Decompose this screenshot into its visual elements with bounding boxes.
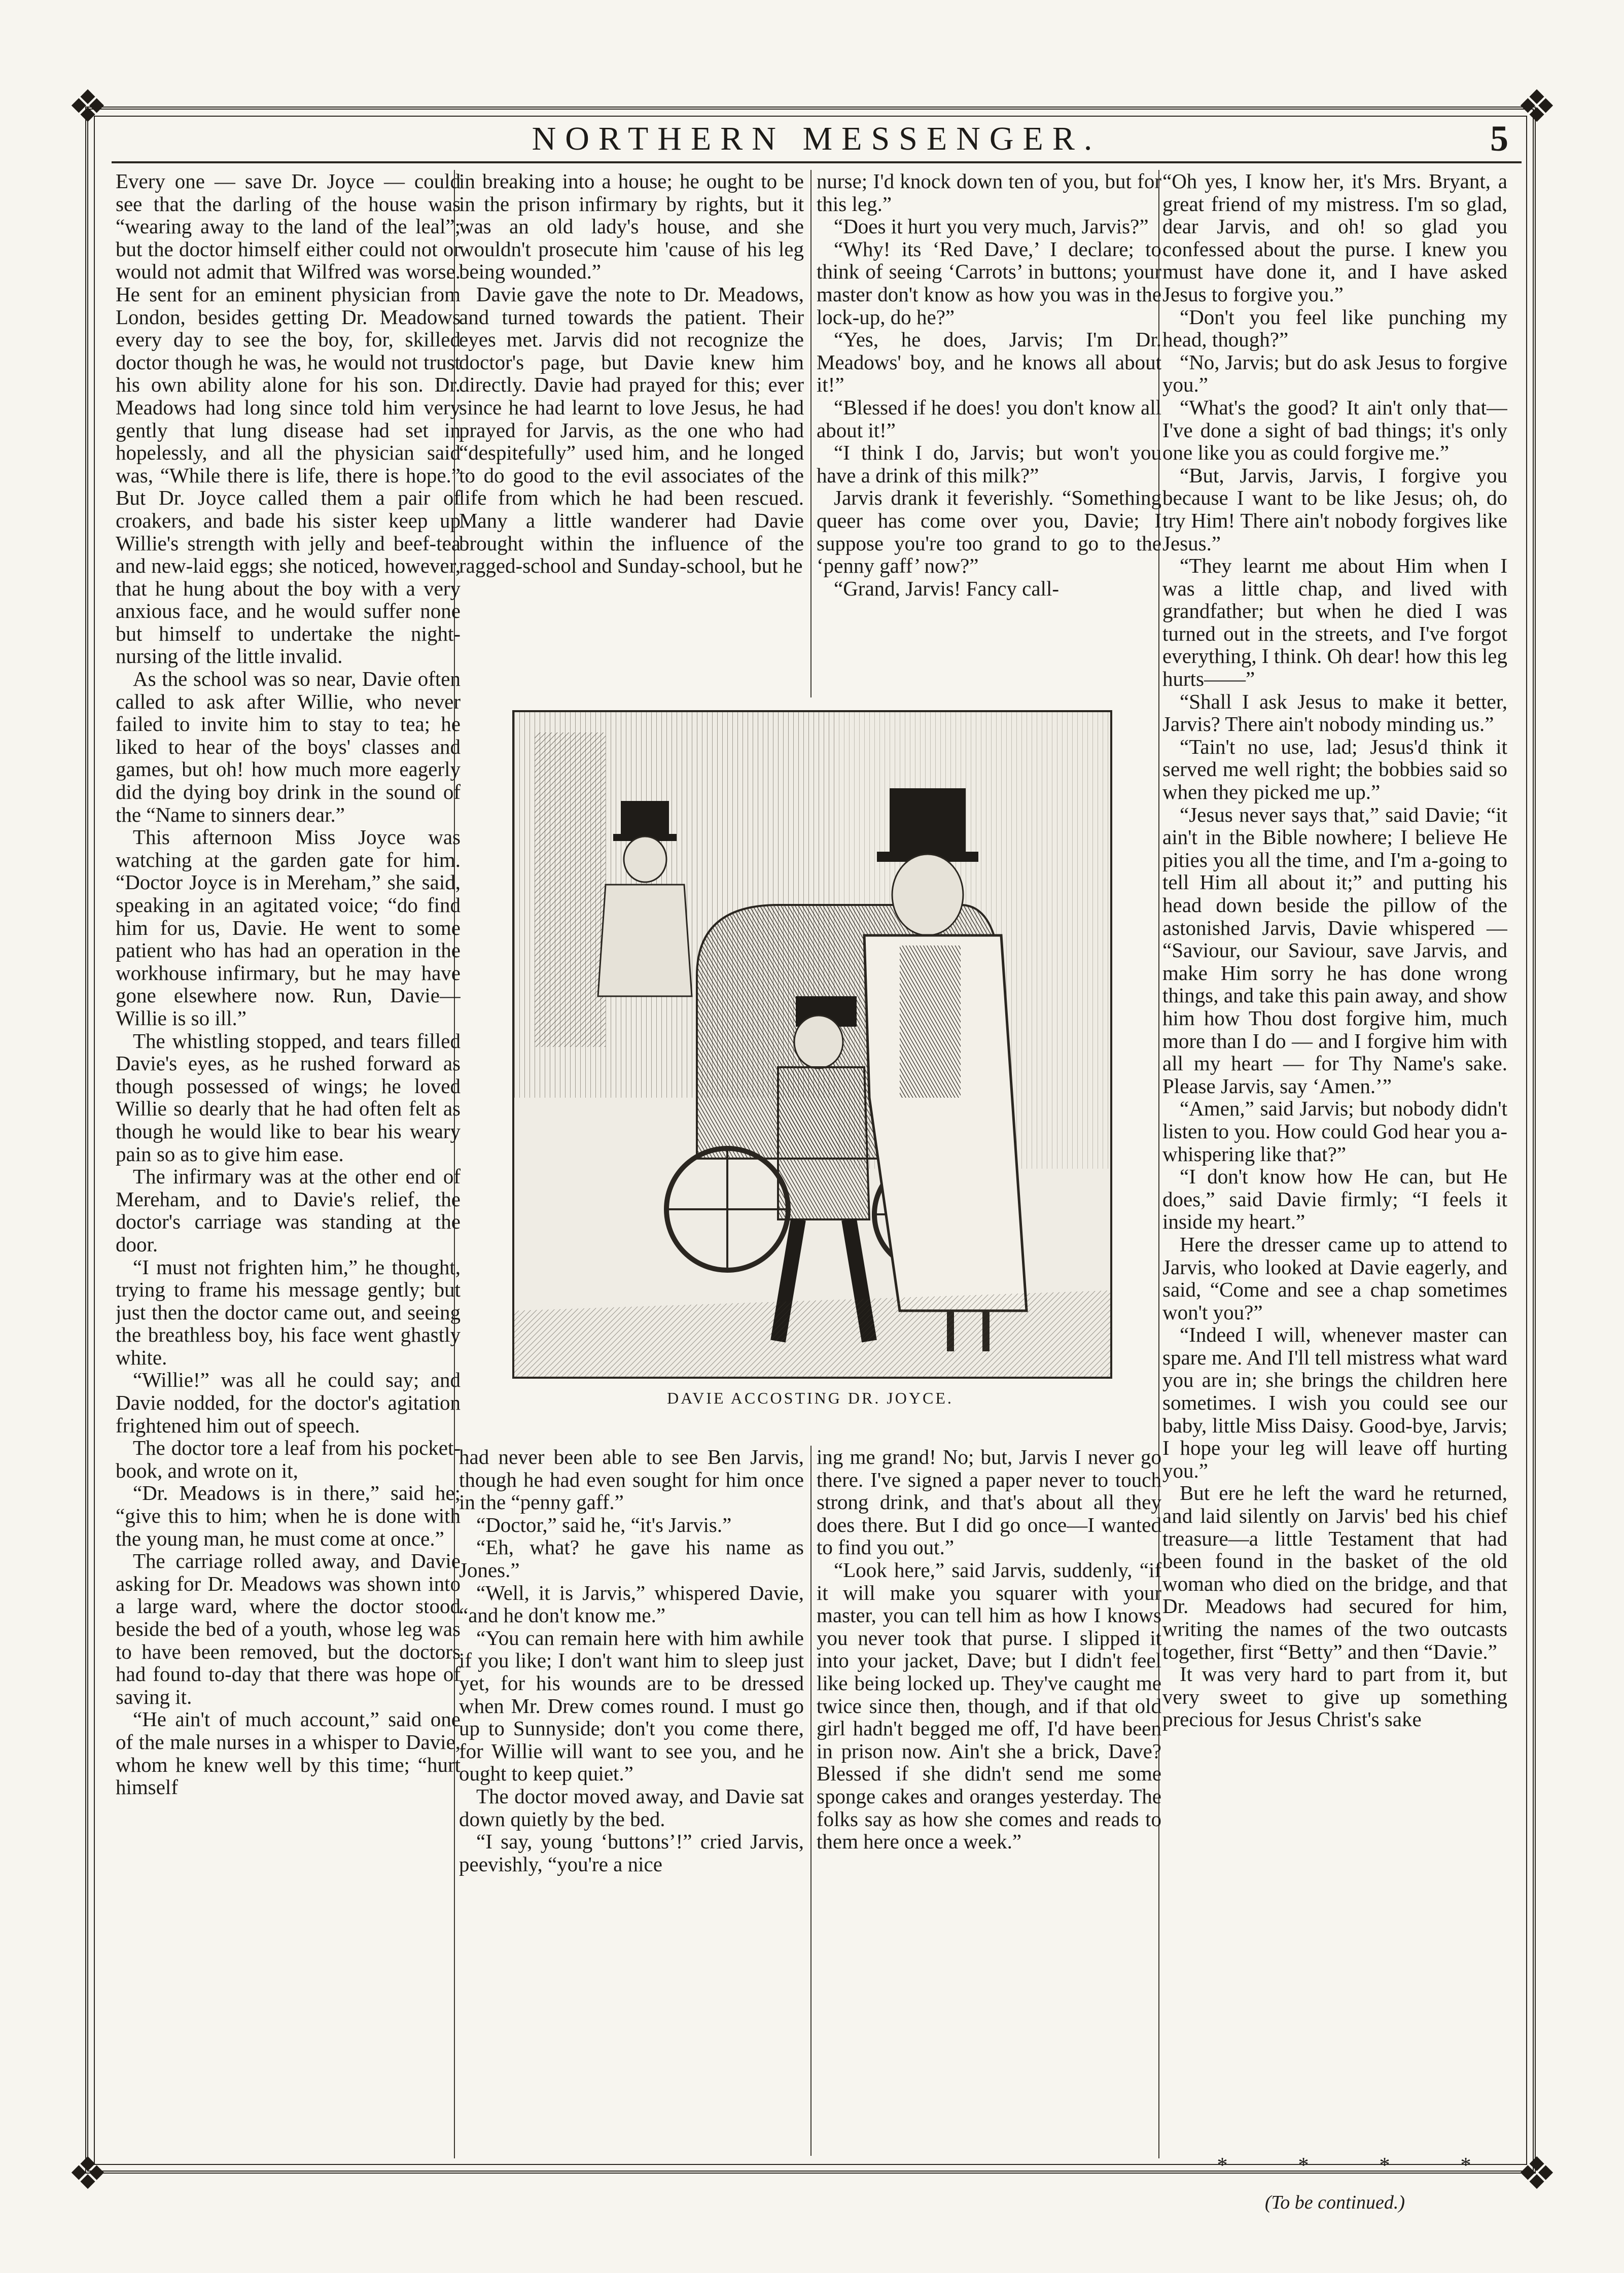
article-column-2-top [459, 170, 804, 692]
paragraph: “What's the good? It ain't only that—I've done a sight of bad things; it's only one like you as could forgive me.” [1162, 395, 1507, 465]
paragraph: Here the dresser came up to attend to Jarvis, who looked at Davie eagerly, and said, “Come and see a chap sometimes won't you?” [1162, 1232, 1507, 1324]
paragraph: had never been able to see Ben Jarvis, though he had even sought for him once in the “penny gaff.” [459, 1446, 804, 1514]
paragraph: “No, Jarvis; but do ask Jesus to forgive you.” [1162, 350, 1507, 397]
coachman-hat [621, 801, 669, 836]
paragraph: “Well, it is Jarvis,” whispered Davie, “and he don't know me.” [459, 1581, 804, 1627]
star: * [1379, 2154, 1390, 2177]
star: * [1298, 2154, 1309, 2177]
paragraph: “Don't you feel like punching my head, though?” [1162, 305, 1507, 352]
paragraph: “Amen,” said Jarvis; but nobody didn't listen to you. How could God hear you a-whispering like that?” [1162, 1097, 1507, 1166]
paragraph: in breaking into a house; he ought to be in the prison infirmary by rights, but it was an old lady's house, and she wouldn't prosecute him 'cause of his leg being wounded.” [459, 170, 804, 284]
paragraph: “I say, young ‘buttons’!” cried Jarvis, peevishly, “you're a nice [459, 1830, 804, 1876]
paragraph: “Dr. Meadows is in there,” said he; “give this to him; when he is done with the young man, he must come at once.” [116, 1481, 461, 1550]
paragraph: ing me grand! No; but, Jarvis I never go there. I've signed a paper never to touch strong drink, and that's about all they does there. But I did go once—I wanted to find you out.” [817, 1446, 1161, 1559]
paragraph: Jarvis drank it feverishly. “Something queer has come over you, Davie; I suppose you're too grand to go to the ‘penny gaff’ now?” [817, 486, 1161, 578]
paragraph: “Indeed I will, whenever master can spare me. And I'll tell mistress what ward you are in; she brings the children here sometimes. I wish you could see our baby, little Miss Daisy. Good-bye, Jarvis; I hope your leg will leave off hurting you.” [1162, 1323, 1507, 1482]
paragraph: “Shall I ask Jesus to make it better, Jarvis? There ain't nobody minding us.” [1162, 689, 1507, 736]
paragraph: “Willie!” was all he could say; and Davie nodded, for the doctor's agitation frightened him out of speech. [116, 1368, 461, 1437]
section-break-stars [1182, 2153, 1506, 2178]
article-column-2-bottom [459, 1446, 804, 2156]
paragraph: “Doctor,” said he, “it's Jarvis.” [476, 1513, 732, 1536]
illustration-caption: DAVIE ACCOSTING DR. JOYCE. [667, 1389, 954, 1407]
paragraph: The doctor tore a leaf from his pocket-book, and wrote on it, [116, 1436, 461, 1482]
paragraph: “Eh, what? he gave his name as Jones.” [459, 1535, 804, 1582]
paragraph: “You can remain here with him awhile if you like; I don't want him to sleep just yet, for his wounds are to be dressed when Mr. Drew comes round. I must go up to Sunnyside; don't you come there, for Willie will want to see you, and he ought to keep quiet.” [459, 1626, 804, 1786]
paragraph: “He ain't of much account,” said one of the male nurses in a whisper to Davie, whom he knew well by this time; “hurt himself [116, 1707, 461, 1799]
paragraph: “They learnt me about Him when I was a little chap, and lived with grandfather; but when he died I was turned out in the streets, and I've forgot everything, I think. Oh dear! how this leg hurts——” [1162, 554, 1507, 691]
ornamental-corner-icon: ❖ [67, 80, 108, 132]
column-rule [810, 1446, 811, 2156]
engraving-drawing [514, 712, 1110, 1377]
paragraph: “Jesus never says that,” said Davie; “it ain't in the Bible nowhere; I believe He pities you all the time, and I'm a-going to tell Him all about it;” and putting his head down beside the pillow of the astonished Jarvis, Davie whispered — “Saviour, our Saviour, save Jarvis, and make Him sorry he has done wrong things, and take this pain away, and show him how Thou dost forgive him, much more than I do — and I forgive him with all my heart — for Thy Name's sake. Please Jarvis, say ‘Amen.’” [1162, 802, 1507, 1098]
paragraph: “I think I do, Jarvis; but won't you have a drink of this milk?” [817, 441, 1161, 487]
ornamental-corner-icon: ❖ [67, 2147, 108, 2199]
paragraph: nurse; I'd knock down ten of you, but for this leg.” [817, 170, 1161, 216]
paragraph: “Grand, Jarvis! Fancy call- [834, 576, 1059, 600]
paragraph: The infirmary was at the other end of Mereham, and to Davie's relief, the doctor's carriage was standing at the door. [116, 1165, 461, 1256]
paragraph: The doctor moved away, and Davie sat down quietly by the bed. [459, 1784, 804, 1831]
article-column-4 [1162, 170, 1507, 2138]
to-be-continued: (To be continued.) [1264, 2192, 1405, 2213]
star: * [1460, 2154, 1471, 2177]
doctor-top-hat [890, 788, 966, 854]
ornamental-corner-icon: ❖ [1516, 80, 1557, 132]
engraving-illustration [512, 710, 1112, 1379]
newspaper-title: NORTHERN MESSENGER. [532, 120, 1102, 157]
paragraph: But ere he left the ward he returned, and laid silently on Jarvis' bed his chief treasure—a little Testament that had been found in the basket of the old woman who died on the bridge, and that Dr. Meadows had secured for him, writing the names of the two outcasts together, first “Betty” and then “Davie.” [1162, 1481, 1507, 1663]
paragraph: The carriage rolled away, and Davie asking for Dr. Meadows was shown into a large ward, where the doctor stood beside the bed of a youth, whose leg was to have been removed, but the doctors had found to-day that there was hope of saving it. [116, 1549, 461, 1708]
paragraph: “Why! its ‘Red Dave,’ I declare; to think of seeing ‘Carrots’ in buttons; your master don't know as how you was in the lock-up, do he?” [817, 237, 1161, 329]
paragraph: “But, Jarvis, Jarvis, I forgive you because I want to be like Jesus; oh, do try Him! There ain't nobody forgives like Jesus.” [1162, 463, 1507, 555]
paragraph: The whistling stopped, and tears filled Davie's eyes, as he rushed forward as though possessed of wings; he loved Willie so dearly that he had often felt as though he would like to bear his weary pain so as to give him ease. [116, 1029, 461, 1166]
article-column-3-bottom [817, 1446, 1161, 2156]
paragraph: “I must not frighten him,” he thought, trying to frame his message gently; but just then the doctor came out, and seeing the breathless boy, his face went ghastly white. [116, 1255, 461, 1369]
article-column-3-top [817, 170, 1161, 692]
paragraph: “I don't know how He can, but He does,” said Davie firmly; “I feels it inside my heart.” [1162, 1165, 1507, 1234]
paragraph: “Blessed if he does! you don't know all about it!” [817, 395, 1161, 442]
paragraph: Every one — save Dr. Joyce — could see that the darling of the house was “wearing away to the land of the leal”; but the doctor himself either could not or would not admit that Wilfred was worse. He sent for an eminent physician from London, besides getting Dr. Meadows every day to see the boy, for, skilled doctor though he was, he would not trust his own ability alone for his son. Dr. Meadows had long since told him very gently that lung disease had set in hopelessly, and all the physician said was, “While there is life, there is hope.” But Dr. Joyce called them a pair of croakers, and bade his sister keep up Willie's strength with jelly and beef-tea and new-laid eggs; she noticed, however, that he hung about the boy with a very anxious face, and he would suffer none but himself to undertake the night-nursing of the little invalid. [116, 170, 461, 668]
article-column-1 [116, 170, 461, 2158]
star: * [1217, 2154, 1228, 2177]
paragraph: “Yes, he does, Jarvis; I'm Dr. Meadows' boy, and he knows all about it!” [817, 328, 1161, 397]
ornamental-corner-icon: ❖ [1516, 2147, 1557, 2199]
paragraph: As the school was so near, Davie often called to ask after Willie, who never failed to invite him to stay to tea; he liked to hear of the boys' classes and games, but oh! how much more eagerly did the dying boy drink in the sound of the “Name to sinners dear.” [116, 667, 461, 826]
paragraph: “Look here,” said Jarvis, suddenly, “if it will make you squarer with your master, you can tell him as how I knows you never took that purse. I slipped it into your jacket, Dave; but I didn't feel like being locked up. They've caught me twice since then, though, and if that old girl hadn't begged me off, I'd have been in prison now. Ain't she a brick, Dave? Blessed if she didn't send me some sponge cakes and oranges yesterday. The folks say as how she comes and reads to them here once a week.” [817, 1558, 1161, 1854]
paragraph: “Tain't no use, lad; Jesus'd think it served me well right; the bobbies said so when they picked me up.” [1162, 735, 1507, 804]
column-rule [810, 170, 811, 697]
paragraph: This afternoon Miss Joyce was watching at the garden gate for him. “Doctor Joyce is in Mereham,” she said, speaking in an agitated voice; “do find him for us, Davie. He went to some patient who has had an operation in the workhouse infirmary, but he may have gone elsewhere now. Run, Davie—Willie is so ill.” [116, 825, 461, 1030]
paragraph: It was very hard to part from it, but very sweet to give up something precious for Jesus Christ's sake [1162, 1662, 1507, 1731]
paragraph: “Oh yes, I know her, it's Mrs. Bryant, a great friend of my mistress. I'm so glad, dear Jarvis, and oh! so glad you confessed about the purse. I knew you must have done it, and I have asked Jesus to forgive you.” [1162, 170, 1507, 306]
paragraph: Davie gave the note to Dr. Meadows, and turned towards the patient. Their eyes met. Jarvis did not recognize the doctor's page, but Davie knew him directly. Davie had prayed for this; ever since he had learnt to love Jesus, he had prayed for Jarvis, as the one who had “despitefully” used him, and he longed to do good to the evil associates of the life from which he had been rescued. Many a little wanderer had Davie brought within the influence of the ragged-school and Sunday-school, but he [459, 282, 804, 578]
masthead [112, 116, 1522, 163]
boy-davie [778, 1067, 869, 1219]
coachman [598, 885, 692, 996]
paragraph: “Does it hurt you very much, Jarvis?” [834, 215, 1149, 238]
page-number: 5 [1490, 118, 1508, 159]
